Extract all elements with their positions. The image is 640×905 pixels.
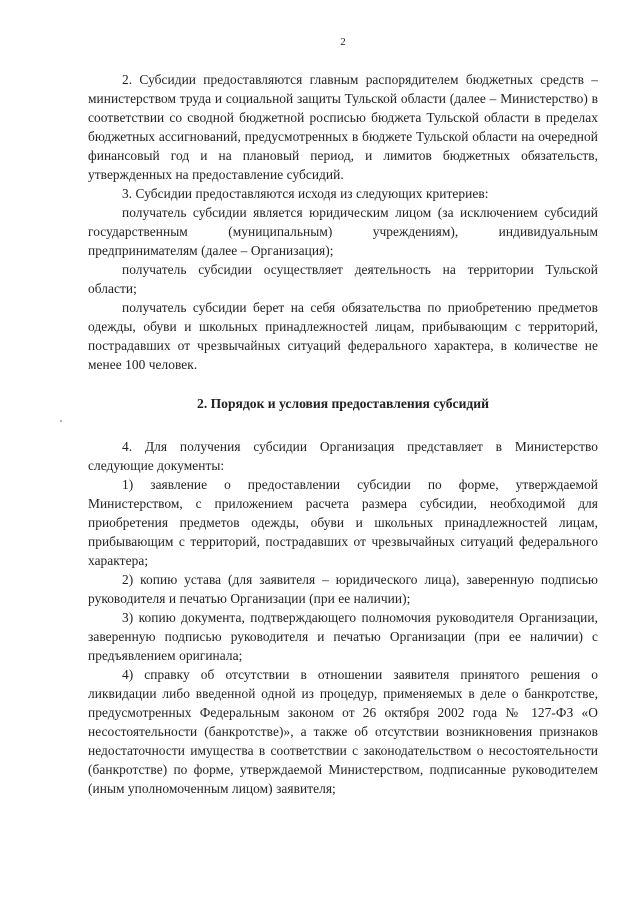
criterion-territory: получатель субсидии осуществляет деятельность на территории Тульской области; bbox=[88, 262, 598, 296]
document-item-4-bankruptcy-certificate: 4) справку об отсутствии в отношении заявителя принятого решения о ликвидации либо введенной одной из процедур, применяемых в деле о банкротстве, предусмотренных Федеральным законом от 26 октября 2002 года № 127-ФЗ «О несостоятельности (банкротстве)», а также об отсутствии возникновения признаков недостаточности имущества в соответствии с законодательством о несостоятельности (банкротстве) по форме, утверждаемой Министерством, подписанные руководителем (иным уполномоченным лицом) заявителя; bbox=[88, 667, 598, 796]
paragraph-2-funding-source: 2. Субсидии предоставляются главным распорядителем бюджетных средств – министерством труда и социальной защиты Тульской области (далее – Министерство) в соответствии со сводной бюджетной росписью бюджета Тульской области в пределах бюджетных ассигнований, предусмотренных в бюджете Тульской области на очередной финансовый год и на плановый период, и лимитов бюджетных обязательств, утвержденных на предоставление субсидий. bbox=[88, 72, 598, 182]
document-item-2-charter: 2) копию устава (для заявителя – юридического лица), заверенную подписью руководителя и печатью Организации (при ее наличии); bbox=[88, 572, 598, 606]
section-1-body bbox=[88, 70, 598, 374]
document-item-3-authority: 3) копию документа, подтверждающего полномочия руководителя Организации, заверенную подписью руководителя и печатью Организации (при ее наличии) с предъявлением оригинала; bbox=[88, 610, 598, 663]
document-item-1-application: 1) заявление о предоставлении субсидии по форме, утверждаемой Министерством, с приложением расчета размера субсидии, необходимой для приобретения предметов одежды, обуви и школьных принадлежностей лицам, прибывающим с территорий, пострадавших от чрезвычайных ситуаций федерального характера; bbox=[88, 477, 598, 568]
section-2-heading: 2. Порядок и условия предоставления субсидий bbox=[197, 396, 489, 411]
scan-speck bbox=[60, 420, 62, 422]
paragraph-3-criteria-intro: 3. Субсидии предоставляются исходя из следующих критериев: bbox=[122, 186, 489, 201]
criterion-obligations: получатель субсидии берет на себя обязательства по приобретению предметов одежды, обуви и школьных принадлежностей лицам, прибывающим с территорий, пострадавших от чрезвычайных ситуаций федерального характера, в количестве не менее 100 человек. bbox=[88, 300, 598, 372]
criterion-legal-entity: получатель субсидии является юридическим лицом (за исключением субсидий государственным (муниципальным) учреждениям), индивидуальным предпринимателям (далее – Организация); bbox=[88, 205, 598, 258]
page-number: 2 bbox=[340, 36, 346, 48]
paragraph-4-documents-intro: 4. Для получения субсидии Организация представляет в Министерство следующие документы: bbox=[88, 439, 598, 473]
section-2-body bbox=[88, 437, 598, 798]
